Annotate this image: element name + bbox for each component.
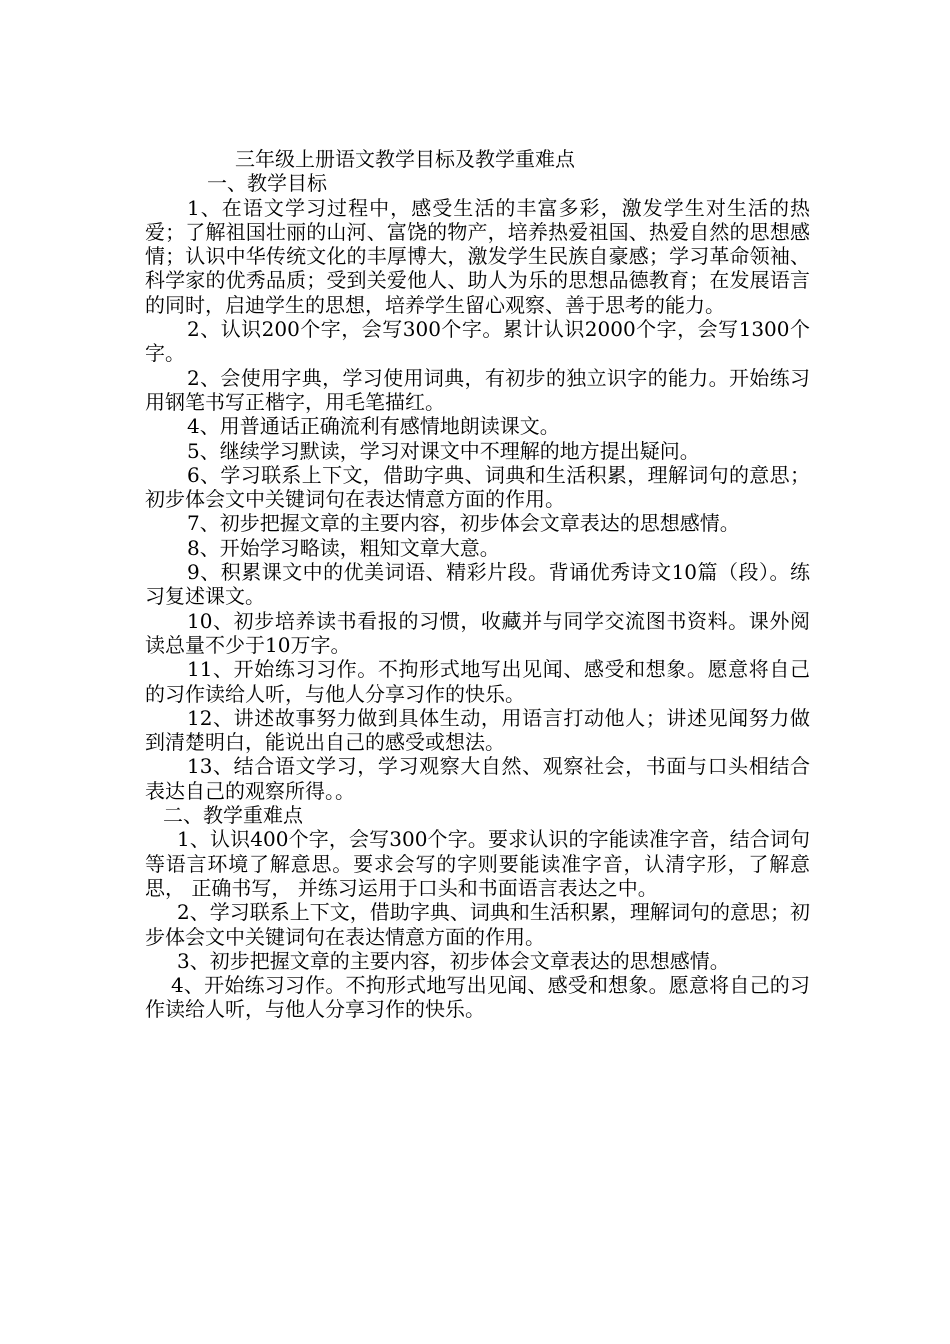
- goal-paragraph: 11、开始练习习作。不拘形式地写出见闻、感受和想象。愿意将自己的习作读给人听，与他人分享习作的快乐。: [145, 657, 810, 706]
- section-heading-goals: 一、教学目标: [207, 171, 327, 196]
- goal-paragraph: 5、继续学习默读，学习对课文中不理解的地方提出疑问。: [187, 438, 700, 463]
- goal-paragraph: 1、在语文学习过程中，感受生活的丰富多彩，激发学生对生活的热爱；了解祖国壮丽的山河、富饶的物产，培养热爱祖国、热爱自然的思想感情；认识中华传统文化的丰厚博大，激发学生民族自豪感；学习革命领袖、科学家的优秀品质；受到关爱他人、助人为乐的思想品德教育；在发展语言的同时，启迪学生的思想，培养学生留心观察、善于思考的能力。: [145, 195, 810, 317]
- goal-paragraph: 10、初步培养读书看报的习惯，收藏并与同学交流图书资料。课外阅读总量不少于10万字。: [145, 608, 810, 657]
- document-body: [145, 147, 810, 1022]
- goal-paragraph: 2、认识200个字，会写300个字。累计认识2000个字，会写1300个字。: [145, 317, 810, 366]
- goal-paragraph: 8、开始学习略读，粗知文章大意。: [187, 535, 500, 560]
- key-point-paragraph: 1、认识400个字，会写300个字。要求认识的字能读准字音，结合词句等语言环境了解意思。要求会写的字则要能读准字音，认清字形，了解意思， 正确书写， 并练习运用于口头和书面语言表达之中。: [145, 827, 810, 900]
- goal-paragraph: 6、学习联系上下文，借助字典、词典和生活积累，理解词句的意思；初步体会文中关键词句在表达情意方面的作用。: [145, 462, 810, 512]
- goal-paragraph: 13、结合语文学习，学习观察大自然、观察社会，书面与口头相结合表达自己的观察所得。。: [145, 754, 810, 803]
- key-point-paragraph: 4、开始练习习作。不拘形式地写出见闻、感受和想象。愿意将自己的习作读给人听，与他人分享习作的快乐。: [145, 973, 810, 1022]
- document-title: 三年级上册语文教学目标及教学重难点: [235, 147, 575, 171]
- goal-paragraph: 12、讲述故事努力做到具体生动，用语言打动他人；讲述见闻努力做到清楚明白，能说出自己的感受或想法。: [145, 705, 810, 755]
- goal-paragraph: 4、用普通话正确流利有感情地朗读课文。: [187, 414, 560, 439]
- key-point-paragraph: 2、学习联系上下文，借助字典、词典和生活积累，理解词句的意思；初步体会文中关键词句在表达情意方面的作用。: [145, 900, 810, 949]
- key-point-paragraph: 3、初步把握文章的主要内容，初步体会文章表达的思想感情。: [177, 948, 730, 973]
- goal-paragraph: 7、初步把握文章的主要内容，初步体会文章表达的思想感情。: [187, 511, 740, 536]
- goal-paragraph: 9、积累课文中的优美词语、精彩片段。背诵优秀诗文10篇（段）。练习复述课文。: [145, 560, 810, 609]
- section-heading-key-points: 二、教学重难点: [163, 803, 303, 828]
- goal-paragraph: 2、会使用字典，学习使用词典，有初步的独立识字的能力。开始练习用钢笔书写正楷字，用毛笔描红。: [145, 365, 810, 414]
